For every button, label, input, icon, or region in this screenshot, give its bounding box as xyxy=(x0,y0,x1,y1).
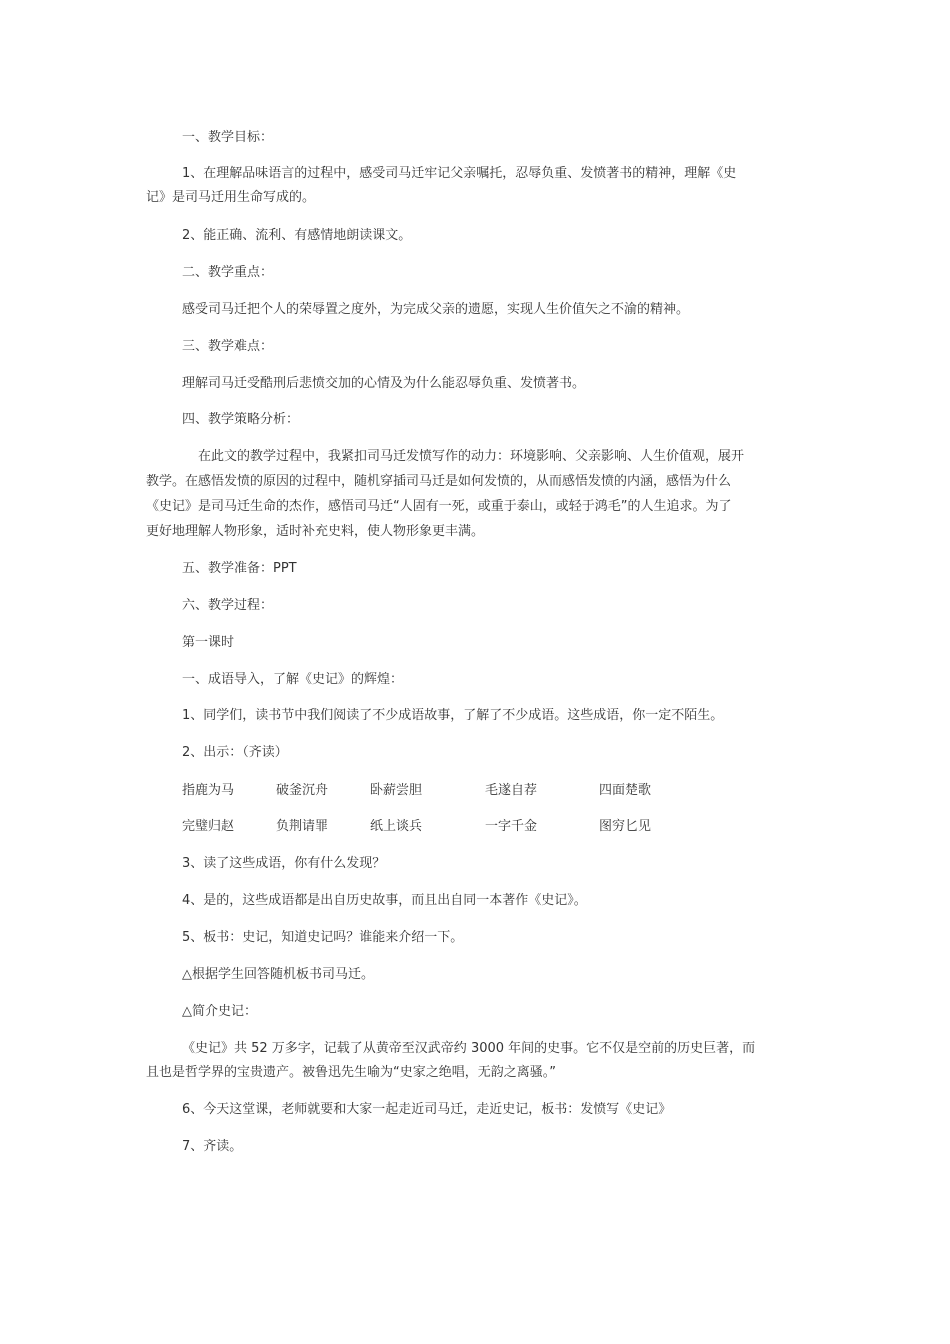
strategy-line1: 在此文的教学过程中，我紧扣司马迁发愤写作的动力：环境影响、父亲影响、人生价值观，展开 xyxy=(198,449,745,464)
step-1-5: 5、板书：史记，知道史记吗？谁能来介绍一下。 xyxy=(182,930,464,945)
idiom: 纸上谈兵 xyxy=(370,819,423,834)
idiom: 四面楚歌 xyxy=(599,783,652,798)
difficulty-heading: 三、教学难点： xyxy=(182,339,274,354)
idiom: 卧薪尝胆 xyxy=(370,783,423,798)
idiom: 破釜沉舟 xyxy=(276,783,329,798)
step-1-3: 3、读了这些成语，你有什么发现？ xyxy=(182,856,386,871)
step-1-heading: 一、成语导入，了解《史记》的辉煌： xyxy=(182,672,404,687)
key-points-text: 感受司马迁把个人的荣辱置之度外，为完成父亲的遗愿，实现人生价值矢之不渝的精神。 xyxy=(182,302,690,317)
intro-line1: 《史记》共 52 万多字，记载了从黄帝至汉武帝约 3000 年间的史事。它不仅是空前的历史巨著，而 xyxy=(182,1041,756,1056)
idiom: 图穷匕见 xyxy=(599,819,652,834)
idiom: 一字千金 xyxy=(485,819,538,834)
note-2: △简介史记： xyxy=(182,1004,257,1019)
idiom: 完璧归赵 xyxy=(182,819,235,834)
difficulty-text: 理解司马迁受酷刑后悲愤交加的心情及为什么能忍辱负重、发愤著书。 xyxy=(182,376,586,391)
lesson-1-title: 第一课时 xyxy=(182,635,235,650)
note-1: △根据学生回答随机板书司马迁。 xyxy=(182,967,374,982)
step-1-2: 2、出示：（齐读） xyxy=(182,745,288,760)
strategy-heading: 四、教学策略分析： xyxy=(182,412,300,427)
process-heading: 六、教学过程： xyxy=(182,598,274,613)
idiom: 指鹿为马 xyxy=(182,783,235,798)
step-1-7: 7、齐读。 xyxy=(182,1139,243,1154)
strategy-line4: 更好地理解人物形象，适时补充史料，使人物形象更丰满。 xyxy=(146,524,485,539)
idiom: 毛遂自荐 xyxy=(485,783,538,798)
step-1-6: 6、今天这堂课，老师就要和大家一起走近司马迁，走近史记，板书：发愤写《史记》 xyxy=(182,1102,672,1117)
objective-2: 2、能正确、流利、有感情地朗读课文。 xyxy=(182,228,412,243)
preparation: 五、教学准备：PPT xyxy=(182,561,297,576)
intro-line2: 且也是哲学界的宝贵遗产。被鲁迅先生喻为“史家之绝唱，无韵之离骚。” xyxy=(146,1065,556,1080)
objectives-heading: 一、教学目标： xyxy=(182,130,274,145)
idiom: 负荆请罪 xyxy=(276,819,329,834)
objective-1-line1: 1、在理解品味语言的过程中，感受司马迁牢记父亲嘱托，忍辱负重、发愤著书的精神，理解《史 xyxy=(182,166,737,181)
step-1-1: 1、同学们，读书节中我们阅读了不少成语故事，了解了不少成语。这些成语，你一定不陌生。 xyxy=(182,708,724,723)
strategy-line3: 《史记》是司马迁生命的杰作，感悟司马迁“人固有一死，或重于泰山，或轻于鸿毛”的人生追求。为了 xyxy=(146,499,732,514)
objective-1-line2: 记》是司马迁用生命写成的。 xyxy=(146,190,316,205)
step-1-4: 4、是的，这些成语都是出自历史故事，而且出自同一本著作《史记》。 xyxy=(182,893,587,908)
strategy-line2: 教学。在感悟发愤的原因的过程中，随机穿插司马迁是如何发愤的，从而感悟发愤的内涵，感悟为什么 xyxy=(146,474,732,489)
key-points-heading: 二、教学重点： xyxy=(182,265,274,280)
